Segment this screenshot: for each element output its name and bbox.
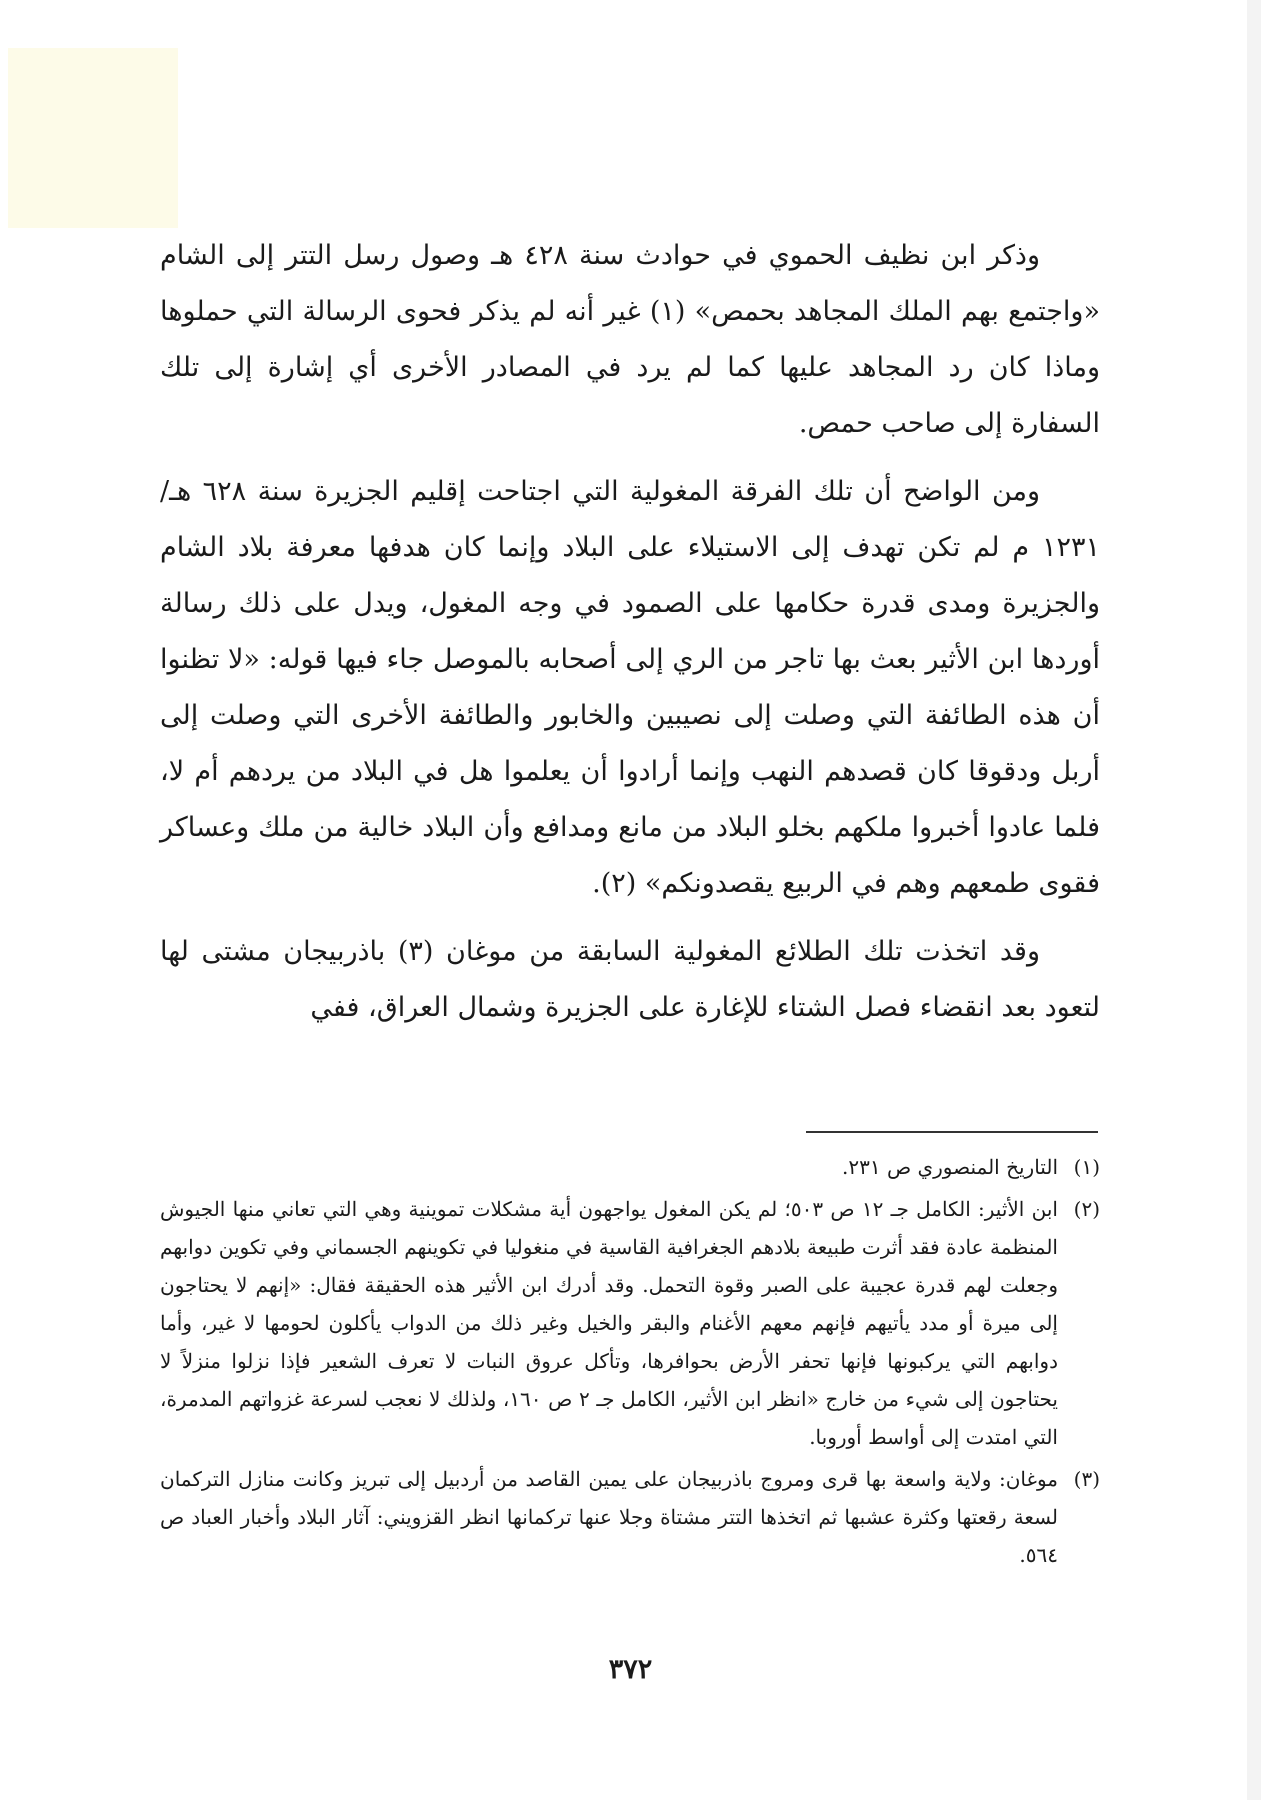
footnote-number: (٣) bbox=[1073, 1467, 1100, 1491]
main-text bbox=[160, 228, 1100, 1048]
footnote-number: (١) bbox=[1073, 1155, 1100, 1179]
footnotes bbox=[160, 1148, 1100, 1578]
footnote-number: (٢) bbox=[1073, 1197, 1100, 1221]
scan-tint bbox=[8, 48, 178, 228]
paragraph-3: وقد اتخذت تلك الطلائع المغولية السابقة من موغان (٣) باذربيجان مشتى لها لتعود بعد انقضاء فصل الشتاء للإغارة على الجزيرة وشمال العراق، ففي bbox=[160, 936, 1100, 1023]
footnote-3 bbox=[160, 1460, 1100, 1574]
scan-edge bbox=[1247, 0, 1261, 1800]
footnote-text: موغان: ولاية واسعة بها قرى ومروج باذربيجان على يمين القاصد من أردبيل إلى تبريز وكانت منازل التركمان لسعة رقعتها وكثرة عشبها ثم اتخذها التتر مشتاة وجلا عنها تركمانها انظر القزويني: آثار البلاد وأخبار العباد ص ٥٦٤. bbox=[160, 1467, 1058, 1567]
footnote-text: التاريخ المنصوري ص ٢٣١. bbox=[842, 1155, 1058, 1179]
footnote-2 bbox=[160, 1190, 1100, 1456]
footnote-text: ابن الأثير: الكامل جـ ١٢ ص ٥٠٣؛ لم يكن المغول يواجهون أية مشكلات تموينية وهي التي تعاني منها الجيوش المنظمة عادة فقد أثرت طبيعة بلادهم الجغرافية القاسية في منغوليا في تكوينهم الجسماني وفي تكوين دوابهم وجعلت لهم قدرة عجيبة على الصبر وقوة التحمل. وقد أدرك ابن الأثير هذه الحقيقة فقال: «إنهم لا يحتاجون إلى ميرة أو مدد يأتيهم فإنهم معهم الأغنام والبقر والخيل وغير ذلك من الدواب يأكلون لحومها لا غير، وأما دوابهم التي يركبونها فإنها تحفر الأرض بحوافرها، وتأكل عروق النبات لا تعرف الشعير فإذا نزلوا منزلاً لا يحتاجون إلى شيء من خارج «انظر ابن الأثير، الكامل جـ ٢ ص ١٦٠، ولذلك لا نعجب لسرعة غزواتهم المدمرة، التي امتدت إلى أواسط أوروبا. bbox=[160, 1197, 1058, 1449]
footnote-1 bbox=[160, 1148, 1100, 1186]
paragraph-2: ومن الواضح أن تلك الفرقة المغولية التي اجتاحت إقليم الجزيرة سنة ٦٢٨ هـ/ ١٢٣١ م لم تكن تهدف إلى الاستيلاء على البلاد وإنما كان هدفها معرفة بلاد الشام والجزيرة ومدى قدرة حكامها على الصمود في وجه المغول، ويدل على ذلك رسالة أوردها ابن الأثير بعث بها تاجر من الري إلى أصحابه بالموصل جاء فيها قوله: «لا تظنوا أن هذه الطائفة التي وصلت إلى نصيبين والخابور والطائفة الأخرى التي وصلت إلى أربل ودقوقا كان قصدهم النهب وإنما أرادوا أن يعلموا هل في البلاد من يردهم أم لا، فلما عادوا أخبروا ملكهم بخلو البلاد من مانع ومدافع وأن البلاد خالية من ملك وعساكر فقوى طمعهم وهم في الربيع يقصدونكم» (٢). bbox=[160, 476, 1100, 899]
footnote-separator bbox=[806, 1131, 1098, 1133]
paragraph-1: وذكر ابن نظيف الحموي في حوادث سنة ٤٢٨ هـ وصول رسل التتر إلى الشام «واجتمع بهم الملك المجاهد بحمص» (١) غير أنه لم يذكر فحوى الرسالة التي حملوها وماذا كان رد المجاهد عليها كما لم يرد في المصادر الأخرى أي إشارة إلى تلك السفارة إلى صاحب حمص. bbox=[160, 240, 1100, 439]
page-number: ٣٧٢ bbox=[608, 1654, 653, 1685]
